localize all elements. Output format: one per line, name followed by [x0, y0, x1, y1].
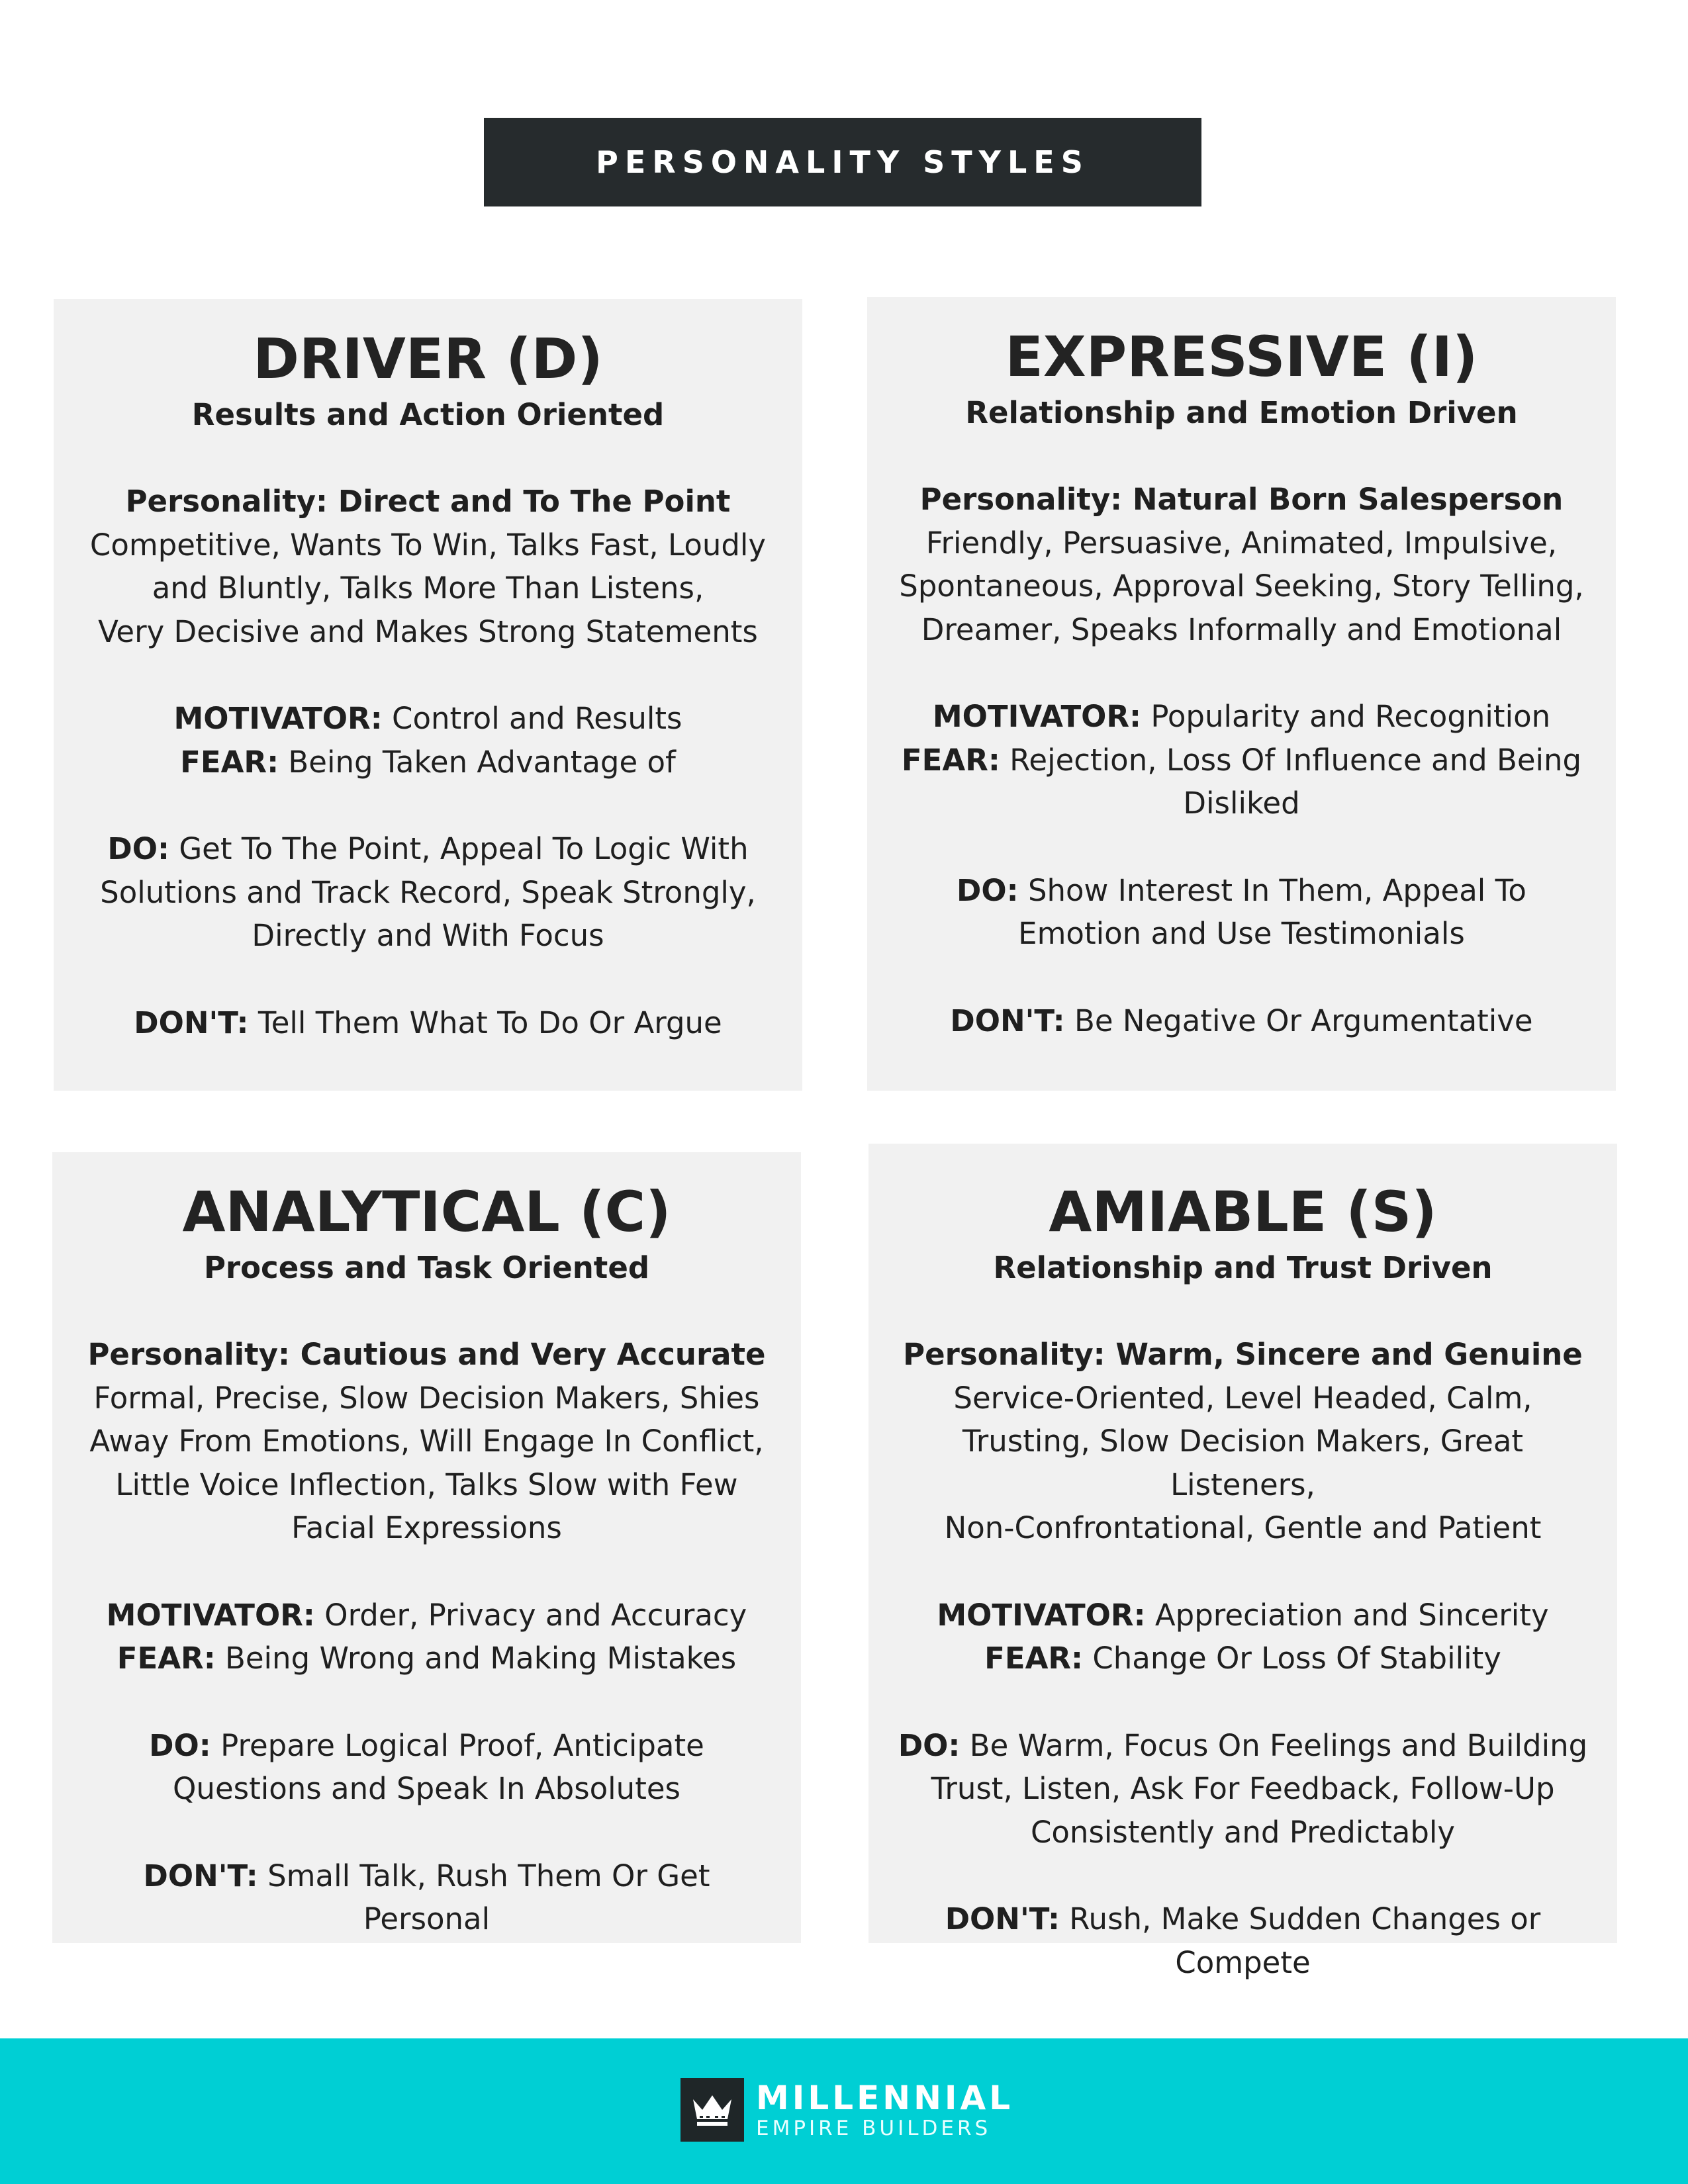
- motivator-value: Popularity and Recognition: [1150, 699, 1551, 734]
- trait-line: Non-Confrontational, Gentle and Patient: [944, 1510, 1542, 1545]
- do-line: Directly and With Focus: [252, 918, 604, 953]
- card-title: ANALYTICAL (C): [182, 1179, 671, 1244]
- dont-section: [896, 1897, 1591, 1984]
- trait-line: Friendly, Persuasive, Animated, Impulsive,: [925, 525, 1558, 561]
- fear-value: Being Taken Advantage of: [288, 744, 676, 780]
- fear-value: Being Wrong and Making Mistakes: [225, 1641, 737, 1676]
- dont-line: [79, 1854, 774, 1898]
- do-line: Consistently and Predictably: [1030, 1814, 1456, 1850]
- crown-icon: [680, 2078, 744, 2142]
- card-subtitle: Results and Action Oriented: [191, 397, 665, 432]
- fear-label: FEAR:: [180, 744, 279, 780]
- do-section: [81, 827, 776, 958]
- page-title: PERSONALITY STYLES: [596, 144, 1090, 180]
- motivator-line: [894, 695, 1589, 739]
- personality-section: [79, 1333, 774, 1550]
- personality-section: [896, 1333, 1591, 1550]
- dont-line: [81, 1001, 776, 1045]
- do-line: [896, 1724, 1591, 1768]
- do-line: [81, 827, 776, 871]
- card-title: DRIVER (D): [253, 326, 603, 391]
- do-line: Questions and Speak In Absolutes: [173, 1771, 680, 1806]
- trait-line: Formal, Precise, Slow Decision Makers, Shies: [93, 1380, 760, 1416]
- card-subtitle: Process and Task Oriented: [203, 1250, 650, 1285]
- do-text: Get To The Point, Appeal To Logic With: [179, 831, 749, 866]
- card-title: EXPRESSIVE (I): [1005, 324, 1478, 389]
- dont-section: [894, 999, 1589, 1043]
- do-line: [894, 869, 1589, 913]
- trait-line: Spontaneous, Approval Seeking, Story Telling,: [899, 569, 1584, 604]
- motivator-label: MOTIVATOR:: [106, 1597, 315, 1633]
- do-line: Emotion and Use Testimonials: [1018, 916, 1465, 951]
- do-line: [79, 1724, 774, 1768]
- dont-text: Small Talk, Rush Them Or Get: [267, 1858, 710, 1893]
- motivator-value: Order, Privacy and Accuracy: [324, 1597, 747, 1633]
- dont-text: Be Negative Or Argumentative: [1074, 1003, 1533, 1038]
- motivator-value: Control and Results: [392, 701, 682, 736]
- personality-section: [81, 480, 776, 653]
- motivator-fear-section: [894, 695, 1589, 825]
- personality-section: [894, 478, 1589, 651]
- page-title-banner: [484, 118, 1201, 206]
- motivator-fear-section: [81, 697, 776, 784]
- dont-text: Rush, Make Sudden Changes or: [1069, 1901, 1541, 1936]
- dont-section: [79, 1854, 774, 1941]
- motivator-value: Appreciation and Sincerity: [1154, 1597, 1549, 1633]
- card-driver: [54, 299, 802, 1091]
- motivator-label: MOTIVATOR:: [932, 699, 1142, 734]
- trait-line: Little Voice Inflection, Talks Slow with Few: [115, 1467, 738, 1502]
- dont-line: Compete: [1175, 1944, 1311, 1980]
- brand-name: MILLENNIAL: [756, 2078, 1014, 2117]
- do-section: [894, 869, 1589, 956]
- fear-line: [81, 741, 776, 784]
- card-subtitle: Relationship and Trust Driven: [993, 1250, 1493, 1285]
- do-section: [896, 1724, 1591, 1854]
- fear-line: [79, 1637, 774, 1680]
- card-amiable: [868, 1144, 1617, 1980]
- personality-heading: Personality: Direct and To The Point: [125, 484, 731, 519]
- trait-line: Away From Emotions, Will Engage In Conflict,: [89, 1424, 764, 1459]
- motivator-line: [79, 1594, 774, 1637]
- trait-line: Competitive, Wants To Win, Talks Fast, Loudly: [89, 527, 767, 563]
- fear-value: Change Or Loss Of Stability: [1092, 1641, 1501, 1676]
- do-text: Be Warm, Focus On Feelings and Building: [969, 1727, 1588, 1763]
- do-section: [79, 1724, 774, 1811]
- brand-tagline: EMPIRE BUILDERS: [756, 2116, 992, 2140]
- fear-line: [896, 1637, 1591, 1680]
- card-expressive: [867, 297, 1616, 1091]
- card-analytical: [52, 1152, 801, 1943]
- trait-line: Very Decisive and Makes Strong Statements: [98, 614, 758, 649]
- dont-label: DON'T:: [950, 1003, 1065, 1038]
- motivator-label: MOTIVATOR:: [173, 701, 383, 736]
- fear-label: FEAR:: [117, 1641, 216, 1676]
- card-subtitle: Relationship and Emotion Driven: [965, 395, 1518, 430]
- dont-line: Personal: [363, 1901, 491, 1936]
- motivator-line: [81, 697, 776, 741]
- personality-heading: Personality: Warm, Sincere and Genuine: [903, 1337, 1583, 1372]
- do-label: DO:: [957, 872, 1019, 908]
- dont-label: DON'T:: [945, 1901, 1060, 1936]
- dont-line: [894, 999, 1589, 1043]
- trait-line: Dreamer, Speaks Informally and Emotional: [921, 612, 1562, 647]
- personality-heading: Personality: Cautious and Very Accurate: [87, 1337, 766, 1372]
- do-line: Solutions and Track Record, Speak Strongly,: [100, 874, 756, 910]
- fear-label: FEAR:: [901, 742, 1000, 778]
- do-label: DO:: [107, 831, 169, 866]
- motivator-line: [896, 1594, 1591, 1637]
- dont-section: [81, 1001, 776, 1045]
- do-line: Trust, Listen, Ask For Feedback, Follow-Up: [931, 1771, 1555, 1806]
- personality-heading: Personality: Natural Born Salesperson: [919, 482, 1564, 517]
- dont-text: Tell Them What To Do Or Argue: [258, 1005, 722, 1040]
- fear-line: Disliked: [1183, 786, 1300, 821]
- dont-line: [896, 1897, 1591, 1941]
- motivator-fear-section: [896, 1594, 1591, 1680]
- trait-line: and Bluntly, Talks More Than Listens,: [152, 570, 704, 606]
- motivator-label: MOTIVATOR:: [937, 1597, 1146, 1633]
- do-text: Show Interest In Them, Appeal To: [1027, 872, 1526, 908]
- brand-wordmark: [756, 2078, 1014, 2140]
- trait-line: Trusting, Slow Decision Makers, Great Listeners,: [962, 1424, 1524, 1502]
- dont-label: DON'T:: [134, 1005, 249, 1040]
- dont-label: DON'T:: [143, 1858, 258, 1893]
- fear-line: [894, 739, 1589, 782]
- fear-value: Rejection, Loss Of Influence and Being: [1009, 742, 1582, 778]
- do-label: DO:: [898, 1727, 961, 1763]
- card-title: AMIABLE (S): [1049, 1179, 1437, 1244]
- trait-line: Facial Expressions: [291, 1510, 562, 1545]
- trait-line: Service-Oriented, Level Headed, Calm,: [953, 1380, 1532, 1416]
- brand-logo: [680, 2078, 1013, 2142]
- do-label: DO:: [149, 1727, 211, 1763]
- fear-label: FEAR:: [984, 1641, 1084, 1676]
- do-text: Prepare Logical Proof, Anticipate: [220, 1727, 704, 1763]
- motivator-fear-section: [79, 1594, 774, 1680]
